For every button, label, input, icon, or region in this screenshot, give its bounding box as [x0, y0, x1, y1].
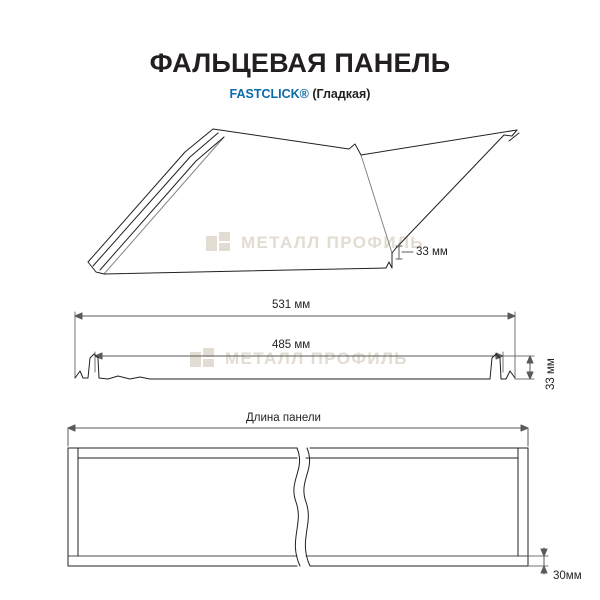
label-profile-height: 33 мм — [545, 358, 557, 390]
label-bottom-width: 30мм — [553, 570, 582, 582]
dim-33-arrow-bottom — [527, 372, 533, 379]
iso-left-field-line — [104, 137, 224, 274]
registered-mark: ® — [299, 87, 309, 101]
dim-length-arrow-left — [68, 425, 75, 431]
brand-name: FASTCLICK — [229, 87, 300, 101]
iso-left-rib-inner — [93, 133, 218, 266]
plan-break-line — [294, 448, 300, 566]
watermark-text: МЕТАЛЛ ПРОФИЛЬ — [241, 233, 424, 252]
dim-33-arrow-top — [527, 356, 533, 363]
plan-right-edge — [310, 448, 528, 566]
iso-left-rib-outer — [88, 129, 213, 262]
label-total-width: 531 мм — [272, 299, 311, 311]
dim-30-arrow-bottom — [541, 566, 547, 573]
iso-left-rib-inner2 — [100, 137, 224, 270]
iso-right-slant — [396, 135, 504, 248]
iso-top-edge — [213, 129, 517, 155]
label-panel-length: Длина панели — [246, 412, 321, 424]
page-title: ФАЛЬЦЕВАЯ ПАНЕЛЬ — [149, 48, 451, 78]
iso-pan-bottom-edge — [104, 268, 386, 274]
label-iso-height: 33 мм — [416, 246, 448, 258]
subtitle-suffix: (Гладкая) — [308, 87, 371, 101]
dim-length-arrow-right — [521, 425, 528, 431]
iso-center-seam — [361, 155, 392, 253]
label-useful-width: 485 мм — [272, 339, 311, 351]
dim-30-arrow-top — [541, 549, 547, 556]
dim-531-arrow-left — [75, 313, 82, 319]
profile-left-rib — [75, 354, 150, 379]
plan-break-line-2 — [304, 448, 310, 566]
watermark-text: МЕТАЛЛ ПРОФИЛЬ — [225, 349, 408, 368]
plan-left-edge — [68, 448, 297, 566]
dim-531-arrow-right — [508, 313, 515, 319]
